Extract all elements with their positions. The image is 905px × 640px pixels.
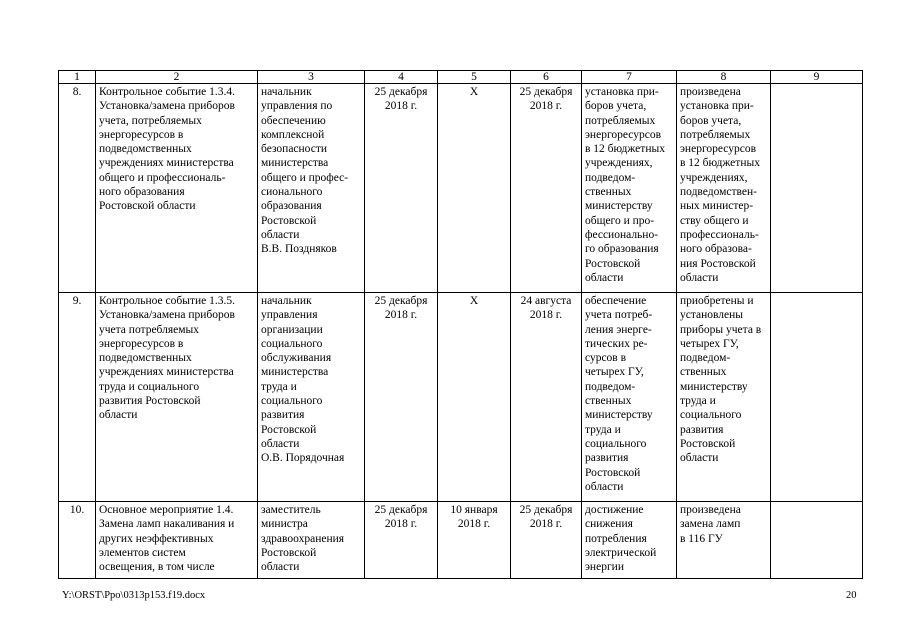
responsible-cell: начальник управления по обеспечению комплексной безопасности министерства общего и профес- сионального образования Ростовской области В.В. Поздняков	[258, 84, 365, 293]
document-table	[58, 70, 863, 579]
row-number: 8.	[59, 84, 96, 293]
actual-result-cell: произведена замена ламп в 116 ГУ	[677, 502, 771, 579]
col9-cell	[771, 84, 863, 293]
table-row	[59, 502, 863, 579]
header-cell: 3	[258, 71, 365, 84]
actual-start-cell: X	[438, 293, 511, 502]
planned-result-cell: обеспечение учета потреб- ления энерге- тических ре- сурсов в четырех ГУ, подведом- ственных министерству труда и социального развития Ростовской области	[582, 293, 677, 502]
header-cell: 8	[677, 71, 771, 84]
start-date-cell: 25 декабря 2018 г.	[365, 293, 438, 502]
page-number: 20	[846, 590, 857, 601]
start-date-cell: 25 декабря 2018 г.	[365, 502, 438, 579]
table-row	[59, 293, 863, 502]
end-date-cell: 25 декабря 2018 г.	[511, 502, 582, 579]
table-header-row	[59, 71, 863, 84]
header-cell: 9	[771, 71, 863, 84]
actual-start-cell: 10 января 2018 г.	[438, 502, 511, 579]
header-cell: 1	[59, 71, 96, 84]
actual-start-cell: X	[438, 84, 511, 293]
end-date-cell: 25 декабря 2018 г.	[511, 84, 582, 293]
footer-file-path: Y:\ORST\Ppo\0313p153.f19.docx	[62, 590, 206, 601]
planned-result-cell: установка при- боров учета, потребляемых энергоресурсов в 12 бюджетных учреждениях, подведом- ственных министерству общего и про- фессионально- го образования Ростовской области	[582, 84, 677, 293]
responsible-cell: начальник управления организации социального обслуживания министерства труда и социального развития Ростовской области О.В. Порядочная	[258, 293, 365, 502]
event-cell: Основное мероприятие 1.4. Замена ламп накаливания и других неэффективных элементов систем освещения, в том числе	[96, 502, 258, 579]
col9-cell	[771, 293, 863, 502]
start-date-cell: 25 декабря 2018 г.	[365, 84, 438, 293]
header-cell: 5	[438, 71, 511, 84]
row-number: 10.	[59, 502, 96, 579]
actual-result-cell: приобретены и установлены приборы учета в четырех ГУ, подведом- ственных министерству труда и социального развития Ростовской области	[677, 293, 771, 502]
responsible-cell: заместитель министра здравоохранения Ростовской области	[258, 502, 365, 579]
col9-cell	[771, 502, 863, 579]
planned-result-cell: достижение снижения потребления электрической энергии	[582, 502, 677, 579]
header-cell: 6	[511, 71, 582, 84]
header-cell: 2	[96, 71, 258, 84]
table-row	[59, 84, 863, 293]
header-cell: 4	[365, 71, 438, 84]
actual-result-cell: произведена установка при- боров учета, потребляемых энергоресурсов в 12 бюджетных учреждениях, подведомствен- ных министер- ству общего и профессиональ- ного образова- ния Ростовской области	[677, 84, 771, 293]
end-date-cell: 24 августа 2018 г.	[511, 293, 582, 502]
header-cell: 7	[582, 71, 677, 84]
event-cell: Контрольное событие 1.3.5. Установка/замена приборов учета потребляемых энергоресурсов в подведомственных учреждениях министерства труда и социального развития Ростовской области	[96, 293, 258, 502]
row-number: 9.	[59, 293, 96, 502]
event-cell: Контрольное событие 1.3.4. Установка/замена приборов учета, потребляемых энергоресурсов в подведомственных учреждениях министерства общего и профессиональ- ного образования Ростовской области	[96, 84, 258, 293]
